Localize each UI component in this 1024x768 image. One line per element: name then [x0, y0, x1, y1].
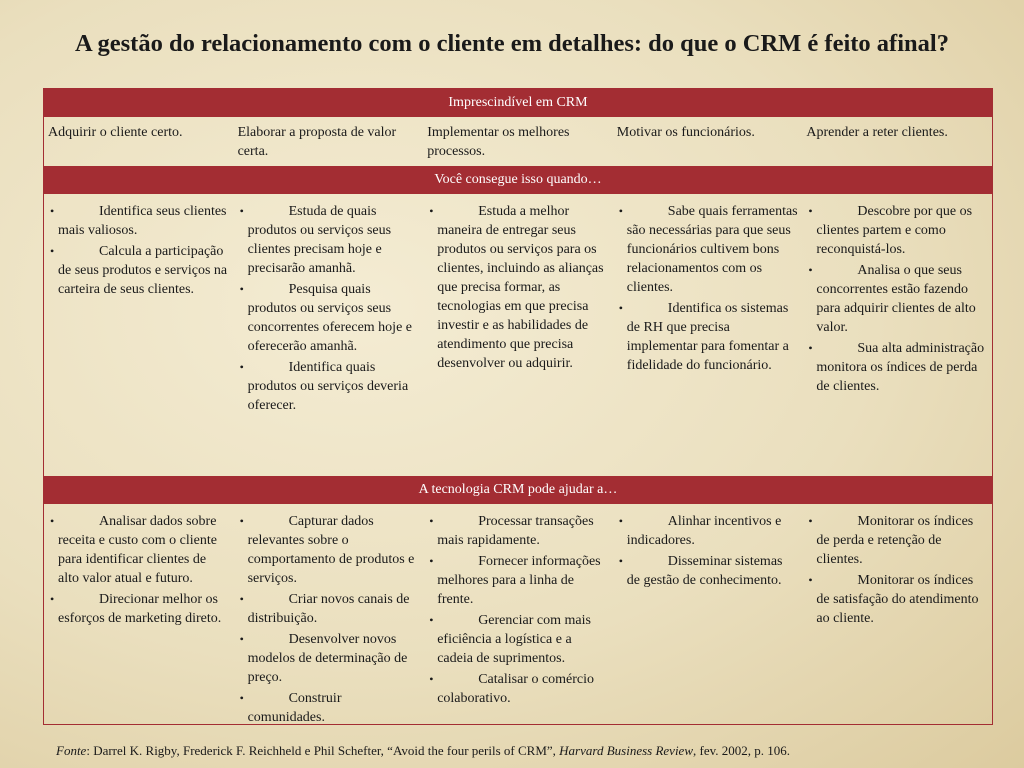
tech-cell: [44, 504, 234, 726]
list-item: • Analisar dados sobre receita e custo com o cliente para identificar clientes de alto valor atual e futuro.: [44, 512, 234, 588]
goals-row: [44, 117, 992, 166]
list-item: • Identifica os sistemas de RH que precisa implementar para fomentar a fidelidade do funcionário.: [613, 299, 803, 375]
list-item: • Estuda a melhor maneira de entregar seus produtos ou serviços para os clientes, incluindo as alianças que precisa formar, as tecnologias em que precisa investir e as habilidades de atendimento que precisa desenvolver ou adquirir.: [423, 202, 613, 373]
list-item: • Sua alta administração monitora os índices de perda de clientes.: [802, 339, 992, 396]
list-item: • Identifica seus clientes mais valiosos.: [44, 202, 234, 240]
band-tech: A tecnologia CRM pode ajudar a…: [44, 476, 992, 504]
when-cell: [234, 194, 424, 476]
list-item: • Identifica quais produtos ou serviços deveria oferecer.: [234, 358, 424, 415]
band-essential: Imprescindível em CRM: [44, 89, 992, 117]
list-item: • Construir comunidades.: [234, 689, 424, 727]
list-item: • Criar novos canais de distribuição.: [234, 590, 424, 628]
when-cell: [423, 194, 613, 476]
list-item: • Analisa o que seus concorrentes estão fazendo para adquirir clientes de alto valor.: [802, 261, 992, 337]
source-text: : Darrel K. Rigby, Frederick F. Reichheld e Phil Schefter, “Avoid the four perils of CRM”,: [86, 743, 560, 758]
source-label: Fonte: [56, 743, 87, 758]
tech-row: [44, 504, 992, 726]
list-item: • Processar transações mais rapidamente.: [423, 512, 613, 550]
when-cell: [802, 194, 992, 476]
journal-name: Harvard Business Review: [559, 743, 693, 758]
source-footnote: [56, 743, 790, 759]
list-item: • Estuda de quais produtos ou serviços seus clientes precisam hoje e precisarão amanhã.: [234, 202, 424, 278]
list-item: • Fornecer informações melhores para a linha de frente.: [423, 552, 613, 609]
list-item: • Alinhar incentivos e indicadores.: [613, 512, 803, 550]
when-cell: [44, 194, 234, 476]
list-item: • Monitorar os índices de satisfação do atendimento ao cliente.: [802, 571, 992, 628]
tech-cell: [802, 504, 992, 726]
list-item: • Calcula a participação de seus produtos e serviços na carteira de seus clientes.: [44, 242, 234, 299]
list-item: • Monitorar os índices de perda e retenção de clientes.: [802, 512, 992, 569]
when-cell: [613, 194, 803, 476]
goal-cell: Elaborar a proposta de valor certa.: [237, 125, 397, 159]
source-text-end: , fev. 2002, p. 106.: [693, 743, 791, 758]
when-row: [44, 194, 992, 476]
goal-cell: Motivar os funcionários.: [616, 125, 755, 140]
list-item: • Direcionar melhor os esforços de marketing direto.: [44, 590, 234, 628]
list-item: • Capturar dados relevantes sobre o comportamento de produtos e serviços.: [234, 512, 424, 588]
crm-table: [43, 88, 993, 725]
list-item: • Disseminar sistemas de gestão de conhecimento.: [613, 552, 803, 590]
list-item: • Pesquisa quais produtos ou serviços seus concorrentes oferecem hoje e oferecerão amanhã.: [234, 280, 424, 356]
list-item: • Sabe quais ferramentas são necessárias para que seus funcionários cultivem bons relacionamentos com os clientes.: [613, 202, 803, 297]
list-item: • Gerenciar com mais eficiência a logística e a cadeia de suprimentos.: [423, 611, 613, 668]
tech-cell: [234, 504, 424, 726]
tech-cell: [613, 504, 803, 726]
goal-cell: Aprender a reter clientes.: [806, 125, 948, 140]
tech-cell: [423, 504, 613, 726]
goal-cell: Adquirir o cliente certo.: [48, 125, 183, 140]
goal-cell: Implementar os melhores processos.: [427, 125, 570, 159]
page-title: A gestão do relacionamento com o cliente em detalhes: do que o CRM é feito afinal?: [75, 30, 949, 57]
list-item: • Desenvolver novos modelos de determinação de preço.: [234, 630, 424, 687]
band-when: Você consegue isso quando…: [44, 166, 992, 194]
list-item: • Descobre por que os clientes partem e como reconquistá-los.: [802, 202, 992, 259]
list-item: • Catalisar o comércio colaborativo.: [423, 670, 613, 708]
